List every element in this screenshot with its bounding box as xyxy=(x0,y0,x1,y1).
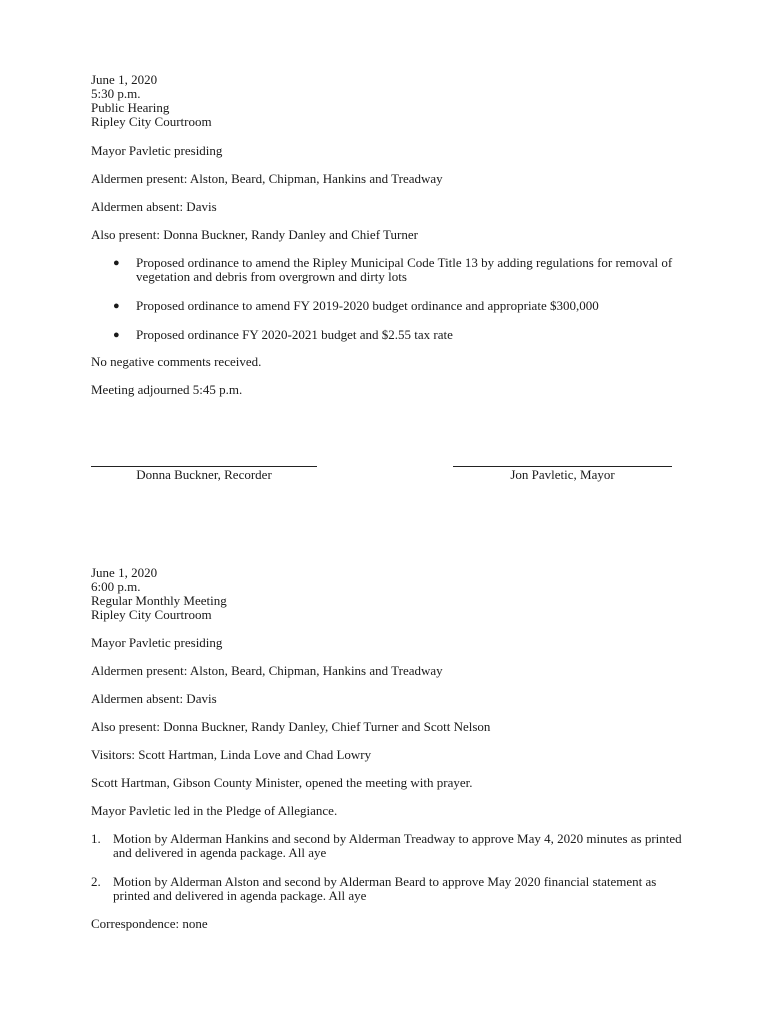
hearing-header xyxy=(91,73,212,129)
motion-number: 1. xyxy=(91,831,101,846)
hearing-location: Ripley City Courtroom xyxy=(91,114,212,129)
bullet-icon: ● xyxy=(113,329,120,341)
bullet-icon: ● xyxy=(113,257,120,269)
regular-absent: Aldermen absent: Davis xyxy=(91,691,217,706)
hearing-comments: No negative comments received. xyxy=(91,354,262,369)
hearing-presiding: Mayor Pavletic presiding xyxy=(91,143,223,158)
motion-number: 2. xyxy=(91,874,101,889)
regular-time: 6:00 p.m. xyxy=(91,579,141,594)
hearing-present: Aldermen present: Alston, Beard, Chipman, Hankins and Treadway xyxy=(91,171,443,186)
mayor-signature-label: Jon Pavletic, Mayor xyxy=(510,467,615,482)
hearing-time: 5:30 p.m. xyxy=(91,86,141,101)
hearing-adjourned: Meeting adjourned 5:45 p.m. xyxy=(91,382,243,397)
hearing-type: Public Hearing xyxy=(91,100,170,115)
regular-presiding: Mayor Pavletic presiding xyxy=(91,635,223,650)
hearing-absent: Aldermen absent: Davis xyxy=(91,199,217,214)
regular-type: Regular Monthly Meeting xyxy=(91,593,227,608)
regular-location: Ripley City Courtroom xyxy=(91,607,212,622)
bullet-text: Proposed ordinance to amend FY 2019-2020 budget ordinance and appropriate $300,000 xyxy=(136,298,599,313)
regular-correspondence: Correspondence: none xyxy=(91,916,208,931)
hearing-date: June 1, 2020 xyxy=(91,72,158,87)
regular-header xyxy=(91,566,227,622)
bullet-text: Proposed ordinance FY 2020-2021 budget and $2.55 tax rate xyxy=(136,327,453,342)
regular-pledge: Mayor Pavletic led in the Pledge of Allegiance. xyxy=(91,803,338,818)
regular-date: June 1, 2020 xyxy=(91,565,158,580)
regular-prayer: Scott Hartman, Gibson County Minister, opened the meeting with prayer. xyxy=(91,775,473,790)
recorder-signature-label: Donna Buckner, Recorder xyxy=(136,467,272,482)
bullet-icon: ● xyxy=(113,300,120,312)
bullet-text: Proposed ordinance to amend the Ripley Municipal Code Title 13 by adding regulations for removal of vegetation and debris from overgrown and dirty lots xyxy=(136,255,673,284)
regular-present: Aldermen present: Alston, Beard, Chipman, Hankins and Treadway xyxy=(91,663,443,678)
regular-also-present: Also present: Donna Buckner, Randy Danley, Chief Turner and Scott Nelson xyxy=(91,719,491,734)
regular-visitors: Visitors: Scott Hartman, Linda Love and Chad Lowry xyxy=(91,747,372,762)
motion-text: Motion by Alderman Hankins and second by Alderman Treadway to approve May 4, 2020 minutes as printed and delivered in agenda package. All aye xyxy=(113,831,682,860)
motion-text: Motion by Alderman Alston and second by Alderman Beard to approve May 2020 financial statement as printed and delivered in agenda package. All aye xyxy=(113,874,657,903)
hearing-also-present: Also present: Donna Buckner, Randy Danley and Chief Turner xyxy=(91,227,418,242)
